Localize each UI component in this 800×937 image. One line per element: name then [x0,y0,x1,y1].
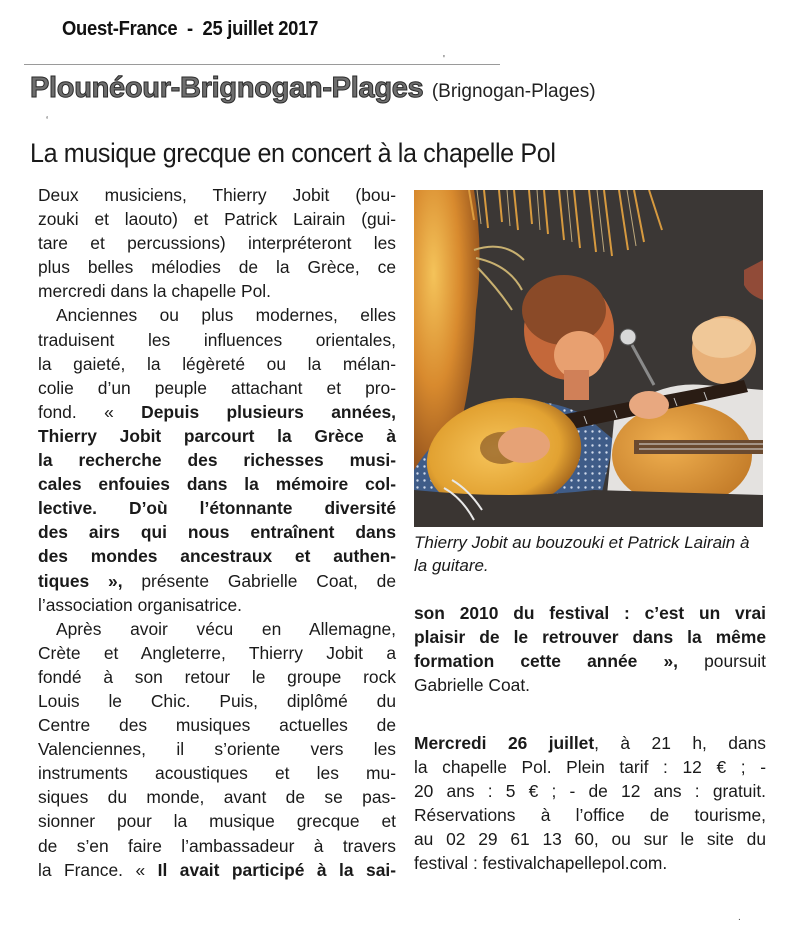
text-line [38,279,396,303]
text-run: Crète et Angleterre, Thierry Jobit a [38,642,396,663]
article-headline: La musique grecque en concert à la chapelle Pol [30,138,556,168]
bold-text-run: lective. D’où l’étonnante diversité [38,498,396,519]
photo-caption: Thierry Jobit au bouzouki et Patrick Lairain à la guitare. [414,533,750,575]
scan-speck: ' [443,54,445,65]
text-line [38,761,396,785]
text-line [414,649,766,673]
text-line [414,601,766,625]
text-line [414,673,766,697]
text-line [38,858,396,882]
header-rule [24,64,500,65]
location-heading [30,72,596,105]
text-run: fond. « [38,401,142,422]
text-run: tare et percussions) interpréteront les [38,233,396,254]
article-body-right-quote [414,601,766,697]
text-line [414,779,766,803]
text-run: 20 ans : 5 € ; - de 12 ans : gratuit. [414,781,766,802]
bold-text-run: Thierry Jobit parcourt la Grèce à [38,425,396,446]
publication-date: 25 juillet 2017 [202,18,319,40]
text-line [38,400,396,424]
location-name: Plounéour-Brignogan-Plages [30,72,424,104]
text-line [38,328,396,352]
text-run: , à 21 h, dans [594,733,767,753]
source-line [62,18,318,41]
text-run: mercredi dans la chapelle Pol. [38,281,271,302]
text-line [38,641,396,665]
text-line [38,424,396,448]
text-line [38,809,396,833]
text-run: présente Gabrielle Coat, de [122,570,396,591]
text-line [414,755,766,779]
location-subtitle: (Brignogan-Plages) [431,81,596,102]
text-line [38,834,396,858]
text-line [38,303,396,327]
bold-text-run: Mercredi 26 juillet [414,733,595,753]
text-run: festival : festivalchapellepol.com. [414,853,668,874]
text-line [38,544,396,568]
bold-text-run: son 2010 du festival : c’est un vrai [414,603,766,623]
text-run: colie d’un peuple attachant et pro- [38,377,396,398]
article-photo [414,190,763,527]
text-run: la France. « [38,859,158,880]
text-line [38,183,396,207]
photo-musicians-icon [414,190,763,527]
bold-text-run: Il avait participé à la sai- [157,859,396,880]
text-line [38,255,396,279]
text-run: Anciennes ou plus modernes, elles [56,305,396,326]
text-line [38,617,396,641]
text-run: la gaieté, la légèreté ou la mélan- [38,353,396,374]
text-run: Réservations à l’office de tourisme, [414,805,766,826]
text-line [38,737,396,761]
text-line [38,520,396,544]
text-run: au 02 29 61 13 60, ou sur le site du [414,829,766,850]
text-run: de s’en faire l’ambassadeur à travers [38,835,396,856]
text-run: Centre des musiques actuelles de [38,715,396,736]
text-line [38,472,396,496]
bold-text-run: tiques », [38,570,123,591]
bold-text-run: la recherche des richesses musi- [38,450,396,471]
text-run: fondé à son retour le groupe rock [38,666,396,687]
text-line [38,665,396,689]
text-run: Deux musiciens, Thierry Jobit (bou- [38,185,396,205]
text-run: traduisent les influences orientales, [38,329,396,350]
text-line [38,352,396,376]
text-line [38,593,396,617]
text-line [38,376,396,400]
text-line [38,785,396,809]
text-run: sionner pour la musique grecque et [38,811,396,832]
event-info [414,731,766,876]
bold-text-run: cales enfouies dans la mémoire col- [38,474,396,495]
text-line [38,689,396,713]
text-run: siques du monde, avant de se pas- [38,787,396,808]
text-line [38,207,396,231]
text-run: Louis le Chic. Puis, diplômé du [38,690,396,711]
scan-speck: ‘ [46,115,49,126]
text-run: la chapelle Pol. Plein tarif : 12 € ; - [414,757,766,778]
bold-text-run: des mondes ancestraux et authen- [38,546,396,567]
text-line [414,851,766,875]
source-separator: - [186,18,193,40]
scan-speck: . [738,912,741,923]
text-run: Gabrielle Coat. [414,675,530,696]
text-line [414,731,766,755]
text-run: Valenciennes, il s’oriente vers les [38,739,396,760]
bold-text-run: formation cette année », [414,651,678,672]
text-run: Après avoir vécu en Allemagne, [56,618,396,639]
bold-text-run: plaisir de le retrouver dans la même [414,627,766,648]
text-line [38,231,396,255]
text-line [38,713,396,737]
text-line [414,827,766,851]
text-run: zouki et laouto) et Patrick Lairain (gui- [38,209,396,230]
publication-name: Ouest-France [62,18,178,40]
text-run: poursuit [677,651,766,672]
bold-text-run: des airs qui nous entraînent dans [38,522,396,543]
text-line [38,496,396,520]
text-line [38,448,396,472]
text-line [414,625,766,649]
text-line [414,803,766,827]
text-run: plus belles mélodies de la Grèce, ce [38,257,396,278]
bold-text-run: Depuis plusieurs années, [141,401,396,422]
article-body-left-column [38,183,396,882]
text-line [38,569,396,593]
text-run: l’association organisatrice. [38,594,242,615]
text-run: instruments acoustiques et les mu- [38,763,396,784]
